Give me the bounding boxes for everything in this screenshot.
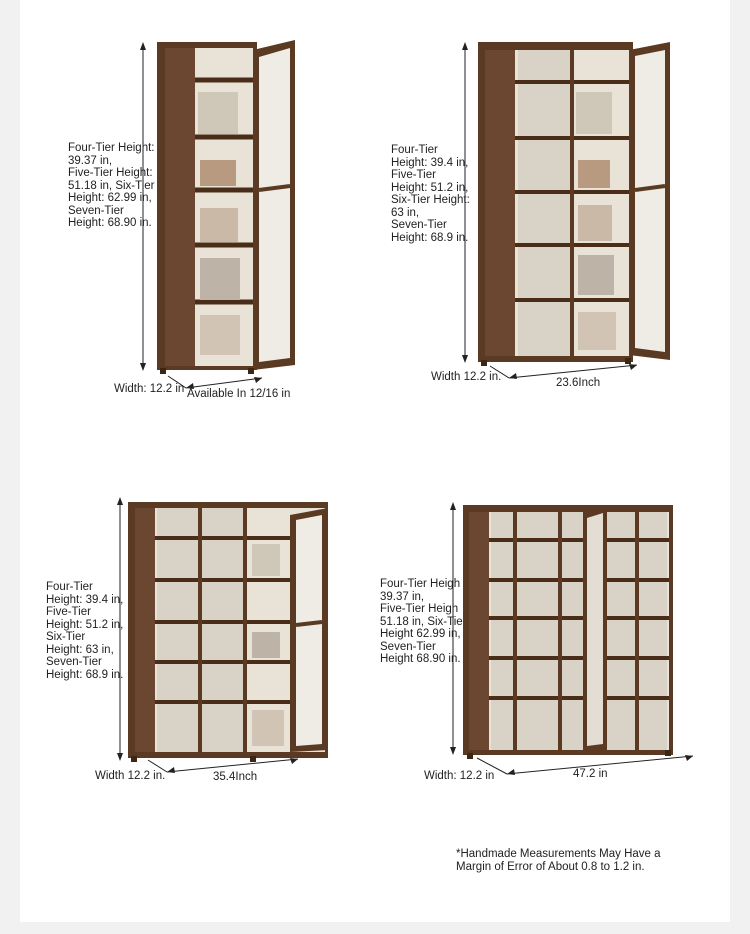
length-label: 47.2 in — [573, 768, 608, 780]
width-label: Width 12.2 in. — [431, 371, 502, 383]
width-label: Width: 12.2 in — [424, 770, 495, 782]
height-label: Four-Tier Heigh 39.37 in, Five-Tier Heigh 51.18 in, Six-Tie Height 62.99 in, Seven-Tier Height 68.90 in. — [380, 578, 463, 665]
panel-two-door — [375, 0, 730, 460]
width-label: Width 12.2 in. — [95, 770, 166, 782]
length-label: Available In 12/16 in — [187, 388, 291, 400]
panel-one-door — [20, 0, 375, 460]
panel-three-door — [20, 460, 375, 810]
width-label: Width: 12.2 in — [114, 383, 185, 395]
product-dimension-sheet — [20, 0, 730, 922]
height-label: Four-Tier Height: 39.4 in, Five-Tier Height: 51.2 in, Six-Tier Height: 63 in, Seven-Tier Height: 68.9 in. — [391, 144, 470, 244]
measurement-note: *Handmade Measurements May Have a Margin of Error of About 0.8 to 1.2 in. — [456, 848, 661, 873]
height-label: Four-Tier Height: 39.4 in, Five-Tier Height: 51.2 in, Six-Tier Height: 63 in, Seven-Tier Height: 68.9 in. — [46, 581, 124, 681]
length-label: 23.6Inch — [556, 377, 601, 389]
length-label: 35.4Inch — [213, 771, 258, 783]
height-label: Four-Tier Height: 39.37 in, Five-Tier Height: 51.18 in, Six-Tier Height: 62.99 in, Seven-Tier Height: 68.90 in. — [68, 142, 155, 229]
panel-four-door — [375, 460, 730, 810]
